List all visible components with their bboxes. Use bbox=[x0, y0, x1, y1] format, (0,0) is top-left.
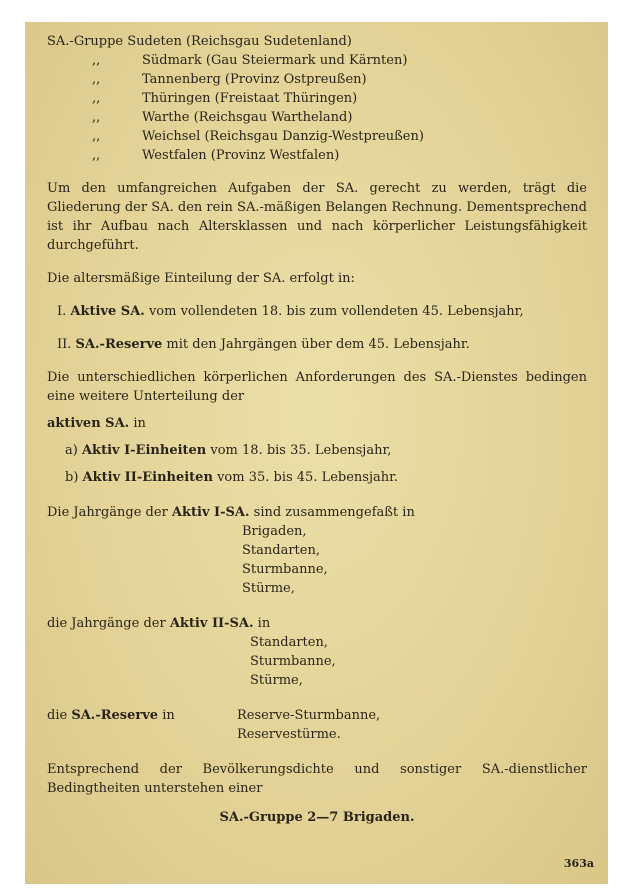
unit-list bbox=[47, 522, 587, 598]
sub-item-a bbox=[47, 441, 587, 460]
ditto-mark: ,, bbox=[92, 148, 101, 163]
ditto-mark: ,, bbox=[92, 72, 101, 87]
lead-rest: in bbox=[162, 708, 175, 723]
unit-item: Reservestürme. bbox=[237, 727, 341, 742]
unit-list bbox=[237, 706, 587, 744]
paragraph-requirements: Die unterschiedlichen körperlichen Anforderungen des SA.-Dienstes bedingen eine weitere Unterteilung der bbox=[47, 370, 587, 404]
unit-list bbox=[47, 633, 587, 690]
item-term: Aktiv II-Einheiten bbox=[82, 470, 213, 485]
item-text: vom 18. bis 35. Lebensjahr, bbox=[210, 443, 392, 458]
unit-item: Standarten, bbox=[250, 635, 328, 650]
paragraph-density: Entsprechend der Bevölkerungsdichte und sonstiger SA.-dienstlicher Bedingtheiten unterstehen einer bbox=[47, 762, 587, 796]
ditto-mark: ,, bbox=[92, 110, 101, 125]
aktiv-2-section bbox=[47, 614, 587, 690]
final-statement: SA.-Gruppe 2—7 Brigaden. bbox=[219, 810, 415, 825]
item-term: SA.-Reserve bbox=[75, 337, 163, 352]
item-prefix: b) bbox=[65, 470, 79, 485]
lead-text: die Jahrgänge der bbox=[47, 616, 166, 631]
unit-item: Standarten, bbox=[242, 543, 320, 558]
document-page bbox=[25, 22, 608, 884]
aktiv-1-lead bbox=[47, 503, 587, 522]
unit-item: Brigaden, bbox=[242, 524, 307, 539]
ditto-mark: ,, bbox=[92, 91, 101, 106]
item-sa-reserve bbox=[47, 335, 587, 354]
group-item: Warthe (Reichsgau Wartheland) bbox=[142, 110, 353, 125]
lead-rest: sind zusammengefaßt in bbox=[253, 505, 415, 520]
item-prefix: II. bbox=[57, 337, 72, 352]
sub-item-b bbox=[47, 468, 587, 487]
group-item: Südmark (Gau Steiermark und Kärnten) bbox=[142, 53, 408, 68]
ditto-mark: ,, bbox=[92, 53, 101, 68]
lead-text: Die Jahrgänge der bbox=[47, 505, 168, 520]
group-item: Weichsel (Reichsgau Danzig-Westpreußen) bbox=[142, 129, 424, 144]
page-content bbox=[47, 32, 587, 827]
unit-item: Stürme, bbox=[242, 581, 295, 596]
item-aktive-sa bbox=[47, 302, 587, 321]
aktiv-2-lead bbox=[47, 614, 587, 633]
unit-item: Sturmbanne, bbox=[242, 562, 328, 577]
group-item: Westfalen (Provinz Westfalen) bbox=[142, 148, 340, 163]
item-prefix: a) bbox=[65, 443, 78, 458]
item-text: vom 35. bis 45. Lebensjahr. bbox=[217, 470, 399, 485]
lead-term: SA.-Reserve bbox=[71, 708, 159, 723]
reserve-section bbox=[47, 706, 587, 744]
item-term: Aktive SA. bbox=[70, 304, 145, 319]
item-term: Aktiv I-Einheiten bbox=[81, 443, 207, 458]
ditto-mark: ,, bbox=[92, 129, 101, 144]
group-sudeten: SA.-Gruppe Sudeten (Reichsgau Sudetenland) bbox=[47, 34, 352, 49]
aktiven-term: aktiven SA. bbox=[47, 416, 130, 431]
aktiven-sa-line bbox=[47, 414, 587, 433]
group-item: Thüringen (Freistaat Thüringen) bbox=[142, 91, 358, 106]
lead-term: Aktiv II-SA. bbox=[169, 616, 254, 631]
paragraph-intro: Um den umfangreichen Aufgaben der SA. gerecht zu werden, trägt die Gliederung der SA. den rein SA.-mäßigen Belangen Rechnung. Dementsprechend ist ihr Aufbau nach Altersklassen und nach körperlicher Leistungsfähigkeit durchgeführt. bbox=[47, 181, 587, 253]
unit-item: Sturmbanne, bbox=[250, 654, 336, 669]
group-item: Tannenberg (Provinz Ostpreußen) bbox=[142, 72, 367, 87]
page-number: 363a bbox=[563, 857, 594, 870]
item-prefix: I. bbox=[57, 304, 67, 319]
reserve-lead bbox=[47, 706, 237, 744]
item-text: mit den Jahrgängen über dem 45. Lebensjahr. bbox=[166, 337, 470, 352]
item-text: vom vollendeten 18. bis zum vollendeten 45. Lebensjahr, bbox=[148, 304, 524, 319]
lead-text: die bbox=[47, 708, 68, 723]
lead-term: Aktiv I-SA. bbox=[171, 505, 250, 520]
unit-item: Stürme, bbox=[250, 673, 303, 688]
lead-rest: in bbox=[257, 616, 271, 631]
group-list bbox=[47, 32, 587, 165]
paragraph-age-division: Die altersmäßige Einteilung der SA. erfolgt in: bbox=[47, 271, 355, 286]
aktiv-1-section bbox=[47, 503, 587, 598]
aktiven-text: in bbox=[133, 416, 146, 431]
unit-item: Reserve-Sturmbanne, bbox=[237, 708, 381, 723]
